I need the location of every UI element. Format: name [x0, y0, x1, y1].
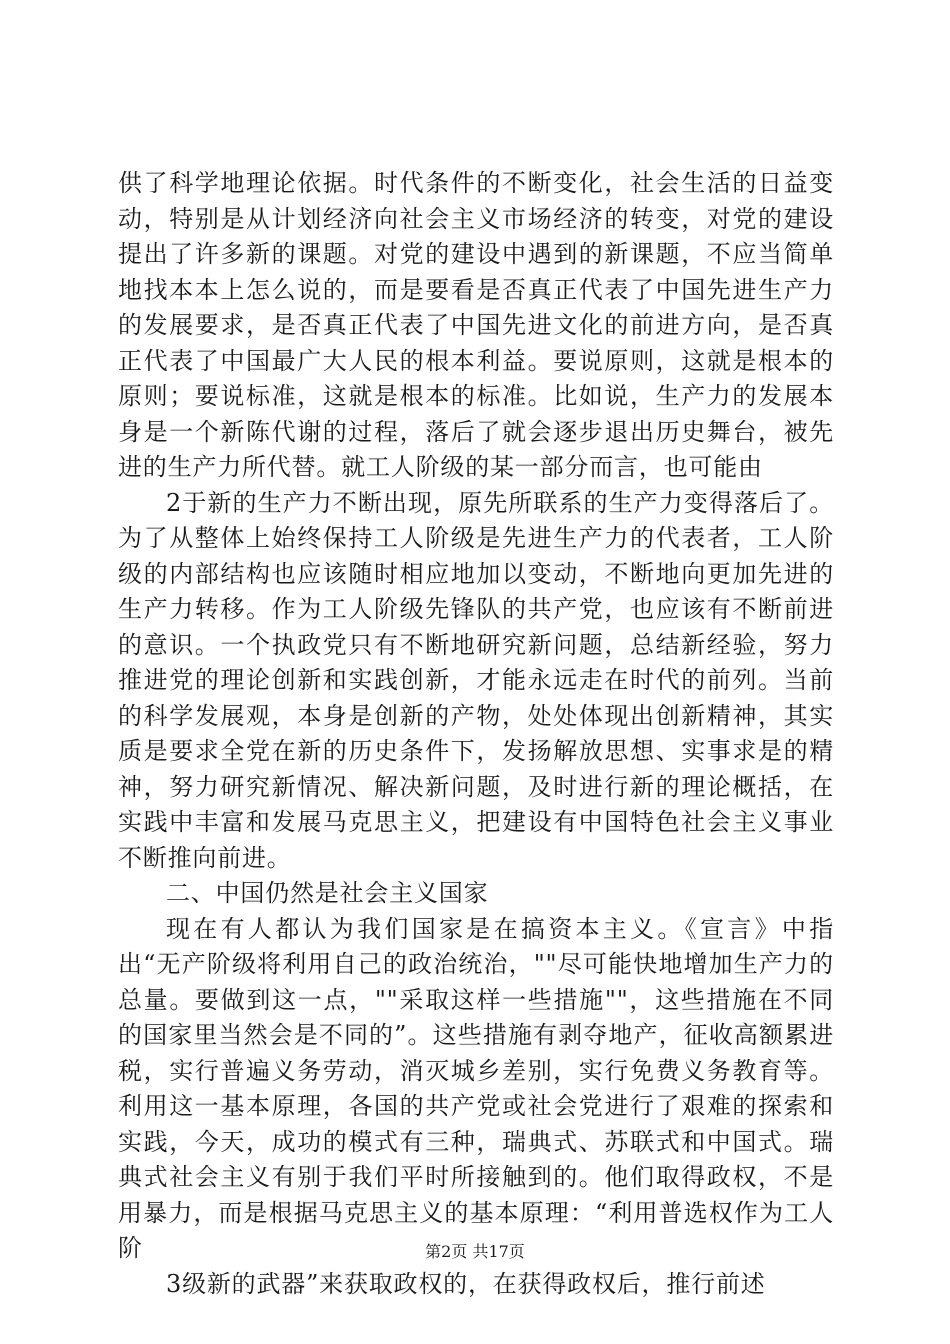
document-body — [118, 166, 834, 1302]
paragraph-4: 3级新的武器”来获取政权的，在获得政权后，推行前述 — [166, 1269, 766, 1298]
section-heading: 二、中国仍然是社会主义国家 — [166, 879, 489, 907]
paragraph-2: 2于新的生产力不断出现，原先所联系的生产力变得落后了。为了从整体上始终保持工人阶级是先进生产力的代表者，工人阶级的内部结构也应该随时相应地加以变动，不断地向更加先进的生产力转移。作为工人阶级先锋队的共产党，也应该有不断前进的意识。一个执政党只有不断地研究新问题，总结新经验，努力推进党的理论创新和实践创新，才能永远走在时代的前列。当前的科学发展观，本身是创新的产物，处处体现出创新精神，其实质是要求全党在新的历史条件下，发扬解放思想、实事求是的精神，努力研究新情况、解决新问题，及时进行新的理论概括，在实践中丰富和发展马克思主义，把建设有中国特色社会主义事业不断推向前进。 — [118, 488, 834, 872]
page-footer: 第2页 共17页 — [425, 1242, 525, 1261]
paragraph-3: 现在有人都认为我们国家是在搞资本主义。《宣言》中指出“无产阶级将利用自己的政治统治，""尽可能快地增加生产力的总量。要做到这一点，""采取这样一些措施""，这些措施在不同的国家里当然会是不同的”。这些措施有剥夺地产，征收高额累进税，实行普遍义务劳动，消灭城乡差别，实行免费义务教育等。利用这一基本原理，各国的共产党或社会党进行了艰难的探索和实践，今天，成功的模式有三种，瑞典式、苏联式和中国式。瑞典式社会主义有别于我们平时所接触到的。他们取得政权，不是用暴力，而是根据马克思主义的基本原理：“利用普选权作为工人阶 — [118, 914, 834, 1262]
paragraph-continuation: 供了科学地理论依据。时代条件的不断变化，社会生活的日益变动，特别是从计划经济向社会主义市场经济的转变，对党的建设提出了许多新的课题。对党的建设中遇到的新课题，不应当简单地找本本上怎么说的，而是要看是否真正代表了中国先进生产力的发展要求，是否真正代表了中国先进文化的前进方向，是否真正代表了中国最广大人民的根本利益。要说原则，这就是根本的原则；要说标准，这就是根本的标准。比如说，生产力的发展本身是一个新陈代谢的过程，落后了就会逐步退出历史舞台，被先进的生产力所代替。就工人阶级的某一部分而言，也可能由 — [118, 169, 834, 481]
